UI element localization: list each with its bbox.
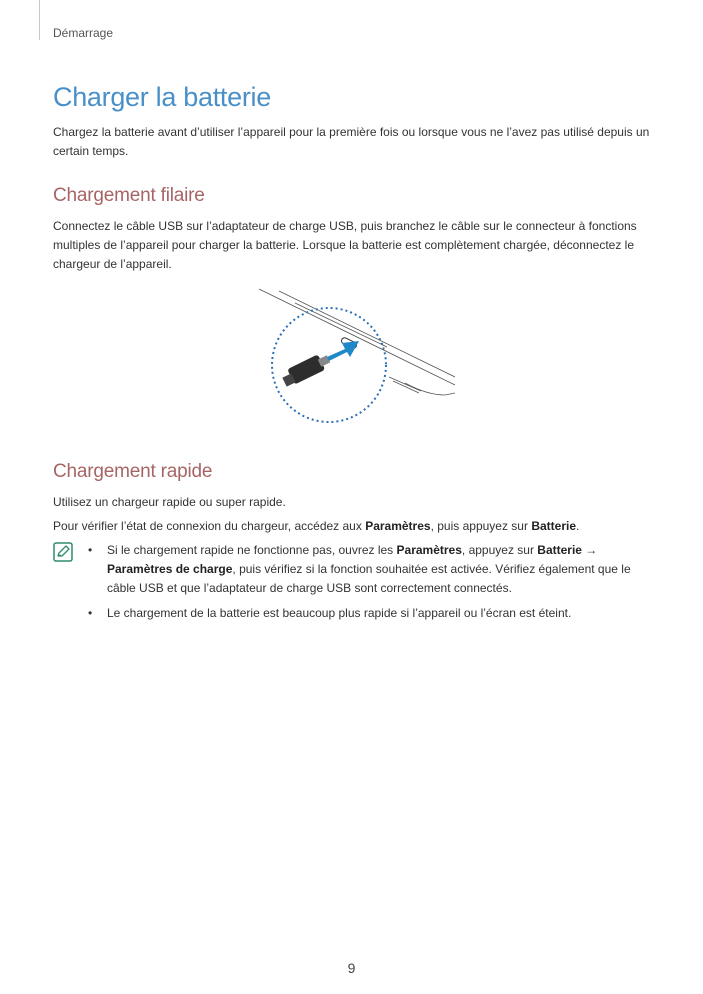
fast-line-2: Pour vérifier l’état de connexion du chargeur, accédez aux Paramètres, puis appuyez sur Batterie. [53, 519, 580, 533]
wired-paragraph: Connectez le câble USB sur l’adaptateur de charge USB, puis branchez le câble sur le connecteur à fonctions multiples de l’appareil pour charger la batterie. Lorsque la batterie est complètement chargée, déconnectez le chargeur de l’appareil. [53, 219, 637, 271]
intro-paragraph: Chargez la batterie avant d’utiliser l’appareil pour la première fois ou lorsque vous ne l’avez pas utilisé depuis un certain temps. [53, 125, 650, 158]
charging-illustration [255, 285, 455, 425]
note-list [88, 541, 658, 629]
usb-cable-plug [282, 354, 330, 386]
fast-line-1: Utilisez un chargeur rapide ou super rapide. [53, 495, 286, 509]
fast-heading: Chargement rapide [53, 461, 213, 482]
note-icon [53, 542, 73, 562]
zoom-circle [272, 308, 386, 422]
page-number: 9 [347, 960, 356, 976]
note-item: • Le chargement de la batterie est beaucoup plus rapide si l’appareil ou l’écran est éteint. [88, 604, 658, 623]
section-label: Démarrage [53, 26, 114, 40]
wired-heading: Chargement filaire [53, 185, 205, 206]
header-divider [39, 0, 40, 40]
note-item: • Si le chargement rapide ne fonctionne pas, ouvrez les Paramètres, appuyez sur Batterie → Paramètres de charge, puis vérifiez si la fonction souhaitée est activée. Vérifiez également que le câble USB et que l’adaptateur de charge USB sont correctement connectés. [88, 541, 658, 598]
direction-arrow-icon [327, 341, 359, 361]
page-title: Charger la batterie [53, 82, 271, 112]
